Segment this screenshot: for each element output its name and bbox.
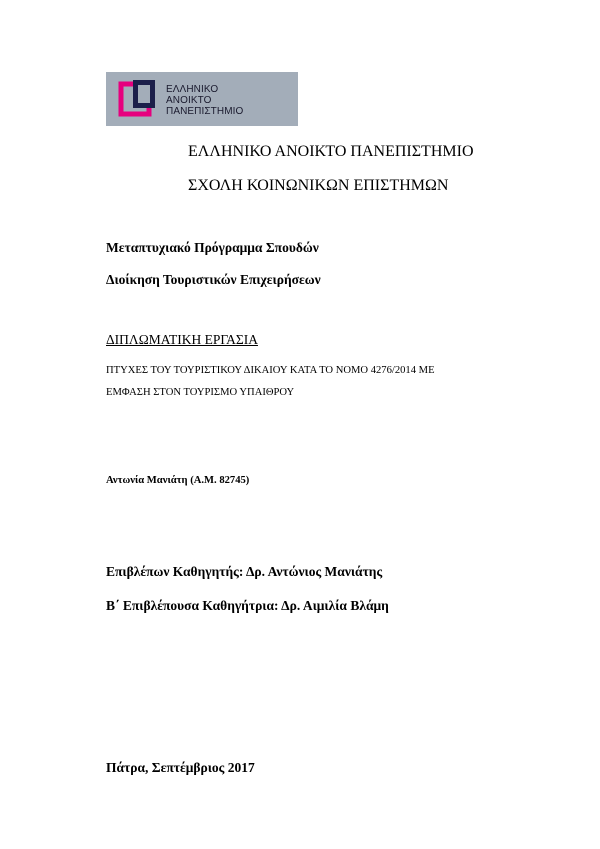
place-date: Πάτρα, Σεπτέμβριος 2017: [106, 760, 255, 775]
logo-text-line-1: ΕΛΛΗΝΙΚΟ: [166, 84, 219, 95]
primary-supervisor: Επιβλέπων Καθηγητής: Δρ. Αντώνιος Μανιάτης: [106, 564, 383, 579]
school-name: ΣΧΟΛΗ ΚΟΙΝΩΝΙΚΩΝ ΕΠΙΣΤΗΜΩΝ: [188, 177, 449, 194]
program-name: Μεταπτυχιακό Πρόγραμμα Σπουδών: [106, 240, 319, 255]
thesis-title-line-1: ΠΤΥΧΕΣ ΤΟΥ ΤΟΥΡΙΣΤΙΚΟΥ ΔΙΚΑΙΟΥ ΚΑΤΑ ΤΟ ΝΟΜΟ 4276/2014 ΜΕ: [106, 365, 435, 376]
university-name: ΕΛΛΗΝΙΚΟ ΑΝΟΙΚΤΟ ΠΑΝΕΠΙΣΤΗΜΙΟ: [188, 143, 474, 160]
thesis-label: ΔΙΠΛΩΜΑΤΙΚΗ ΕΡΓΑΣΙΑ: [106, 332, 258, 347]
secondary-supervisor: Β΄ Επιβλέπουσα Καθηγήτρια: Δρ. Αιμιλία Βλάμη: [106, 598, 389, 613]
thesis-title-line-2: ΕΜΦΑΣΗ ΣΤΟΝ ΤΟΥΡΙΣΜΟ ΥΠΑΙΘΡΟΥ: [106, 387, 295, 398]
university-logo: [106, 72, 298, 126]
author-name: Αντωνία Μανιάτη (Α.Μ. 82745): [106, 475, 250, 486]
program-field: Διοίκηση Τουριστικών Επιχειρήσεων: [106, 272, 321, 287]
logo-text-line-3: ΠΑΝΕΠΙΣΤΗΜΙΟ: [166, 106, 244, 117]
logo-text-line-2: ΑΝΟΙΚΤΟ: [166, 95, 212, 106]
